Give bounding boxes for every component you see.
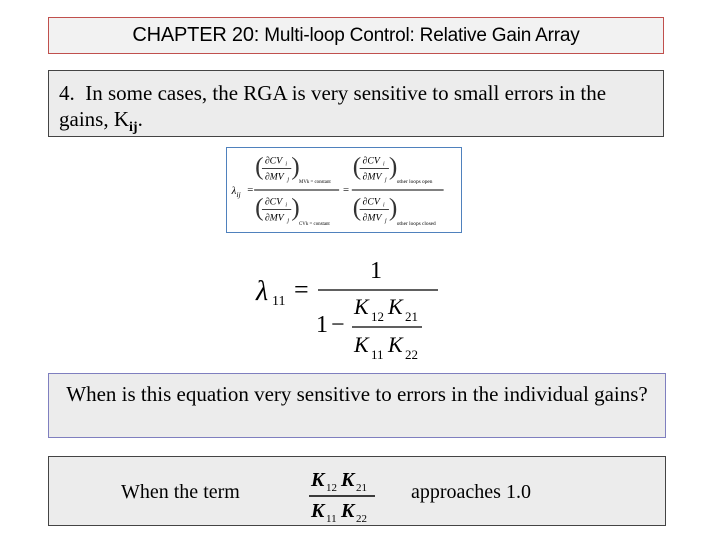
svg-text:(: ( [352, 193, 362, 222]
svg-text:(: ( [352, 152, 362, 181]
svg-text:K: K [341, 500, 355, 522]
svg-text:∂MV: ∂MV [362, 171, 382, 183]
svg-text:k = constant: k = constant [306, 180, 331, 186]
answer-prefix: When the term [121, 481, 240, 503]
svg-text:j: j [287, 218, 289, 225]
svg-text:−: − [331, 312, 345, 338]
svg-text:other loops open: other loops open [396, 179, 433, 186]
svg-text:=: = [294, 275, 309, 304]
svg-text:∂MV: ∂MV [264, 212, 284, 224]
svg-text:): ) [388, 193, 398, 222]
svg-text:(: ( [255, 193, 264, 222]
svg-text:1: 1 [370, 258, 382, 284]
svg-text:1: 1 [316, 312, 328, 338]
svg-text:i: i [285, 202, 288, 209]
svg-text:22: 22 [405, 347, 418, 362]
slide-title [48, 17, 664, 54]
svg-text:MV: MV [299, 180, 307, 186]
point-statement [48, 70, 664, 137]
svg-text:=: = [343, 183, 350, 196]
svg-text:): ) [291, 193, 300, 222]
svg-text:j: j [385, 218, 387, 225]
svg-text:K: K [341, 469, 355, 491]
gain-ratio-fraction [307, 461, 379, 523]
chapter-topic: Multi-loop Control: Relative Gain Array [264, 24, 580, 46]
svg-text:K: K [354, 294, 369, 319]
svg-text:21: 21 [405, 309, 418, 324]
svg-text:other loops closed: other loops closed [396, 221, 436, 228]
point-text: In some cases, the RGA is very sensitive to small errors in the gains, K [59, 81, 607, 131]
point-number: 4. [59, 81, 75, 105]
svg-text:∂CV: ∂CV [264, 155, 283, 167]
svg-text:(: ( [255, 152, 264, 181]
svg-text:): ) [388, 152, 398, 181]
lambda-11-equation [250, 248, 450, 368]
point-subscript: ij [129, 120, 138, 136]
svg-text:∂CV: ∂CV [264, 196, 283, 208]
point-text-end: . [137, 107, 143, 131]
question-text: When is this equation very sensitive to errors in the individual gains? [66, 382, 648, 406]
answer-box [48, 456, 666, 526]
svg-text:∂MV: ∂MV [264, 171, 284, 183]
svg-text:11: 11 [371, 347, 384, 362]
svg-text:21: 21 [356, 482, 367, 494]
svg-text:11: 11 [326, 513, 337, 523]
svg-text:i: i [383, 202, 385, 209]
svg-text:K: K [388, 294, 403, 319]
svg-text:j: j [385, 177, 387, 184]
svg-text:=: = [247, 183, 254, 196]
svg-text:∂CV: ∂CV [362, 196, 380, 208]
svg-text:): ) [291, 152, 300, 181]
svg-text:CV: CV [299, 222, 306, 228]
svg-text:∂CV: ∂CV [362, 155, 380, 167]
chapter-label: CHAPTER 20: [132, 24, 260, 46]
svg-text:j: j [287, 177, 289, 184]
answer-suffix: approaches 1.0 [411, 481, 531, 503]
svg-text:∂MV: ∂MV [362, 212, 382, 224]
question-box [48, 373, 666, 438]
svg-text:λij: $\lambda_{ij}$ [231, 184, 241, 199]
svg-text:22: 22 [356, 513, 367, 523]
svg-text:i: i [383, 161, 385, 168]
svg-text:K: K [354, 332, 369, 357]
svg-text:λ: λ [256, 276, 269, 307]
svg-text:12: 12 [371, 309, 384, 324]
svg-text:11: 11 [272, 294, 286, 309]
svg-text:K: K [388, 332, 403, 357]
svg-text:K: K [311, 500, 325, 522]
svg-text:i: i [285, 161, 288, 168]
svg-text:k = constant: k = constant [305, 222, 330, 228]
rga-definition-formula-image [226, 147, 462, 233]
svg-text:K: K [311, 469, 325, 491]
svg-text:12: 12 [326, 482, 337, 494]
